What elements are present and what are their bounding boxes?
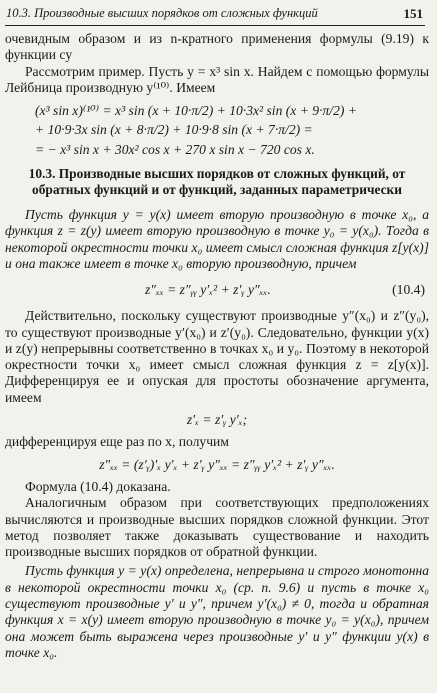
paragraph: дифференцируя еще раз по x, получим <box>5 434 229 450</box>
header-title: 10.3. Производные высших порядков от сложных функций <box>6 6 318 20</box>
section-heading: 10.3. Производные высших порядков от сложных функций, от обратных функций и от функций, заданных параметрически <box>28 166 406 197</box>
running-header <box>6 6 423 24</box>
header-rule <box>5 25 425 26</box>
theorem-text: Пусть функция y = y(x) имеет вторую производную в точке x₀, а функция z = z(y) имеет вторую производную в точке y₀ = y(x₀). Тогда в некоторой окрестности точки x₀ имеет смысл сложная функция z[y(x)] и она также имеет в точке x₀ вторую производную, причем <box>5 207 429 271</box>
paragraph: Действительно, поскольку существуют производные y″(x₀) и z″(y₀), то существуют производные y′(x₀) и z′(y₀). Следовательно, функции y(x) и z(y) непрерывны соответственно в точках x₀ и y₀. Поэтому в некоторой окрестности точки x₀ имеет смысл сложная функция z = z[y(x)]. Дифференцируя ее и опуская для простоты обозначение аргумента, имеем <box>5 308 429 405</box>
equation: z′ₓ = z′ᵧ y′ₓ; <box>186 412 248 428</box>
page-number: 151 <box>403 6 423 21</box>
paragraph: очевидным образом и из n-кратного применения формулы (9.19) к функции cy <box>5 31 429 63</box>
formula-line: (x³ sin x)⁽¹⁰⁾ = x³ sin (x + 10·π/2) + 10·3x² sin (x + 9·π/2) + <box>35 103 357 119</box>
equation-10-4 <box>5 280 429 302</box>
formula-line: = − x³ sin x + 30x² cos x + 270 x sin x − 720 cos x. <box>35 141 315 157</box>
theorem-text: Пусть функция y = y(x) определена, непрерывна и строго монотонна в некоторой окрестности точки x₀ (ср. п. 9.6) и пусть в точке x₀ существуют производные y′ и y″, причем y′(x₀) ≠ 0, тогда и обратная функция x = x(y) имеет вторую производную в точке y₀ = y(x₀), причем она может быть выражена через производные y′ и y″ функции y(x) в точке x₀. <box>5 563 429 660</box>
paragraph: Аналогичным образом при соответствующих предположениях вычисляются и производные высших порядков сложной функции. Этот метод позволяет также доказывать существование и находить производные высших порядков от обратной функции. <box>5 495 429 560</box>
formula-line: + 10·9·3x sin (x + 8·π/2) + 10·9·8 sin (x + 7·π/2) = <box>35 122 313 138</box>
paragraph: Рассмотрим пример. Пусть y = x³ sin x. Найдем с помощью формулы Лейбница производную y⁽¹⁰⁾. Имеем <box>5 63 429 95</box>
equation-number: (10.4) <box>392 282 425 298</box>
page-body <box>5 31 429 661</box>
paragraph: Формула (10.4) доказана. <box>25 478 171 494</box>
equation: z″ₓₓ = (z′ᵧ)′ₓ y′ₓ + z′ᵧ y″ₓₓ = z″ᵧᵧ y′ₓ² + z′ᵧ y″ₓₓ. <box>99 456 335 472</box>
equation: z″ₓₓ = z″ᵧᵧ y′ₓ² + z′ᵧ y″ₓₓ. <box>145 282 271 298</box>
